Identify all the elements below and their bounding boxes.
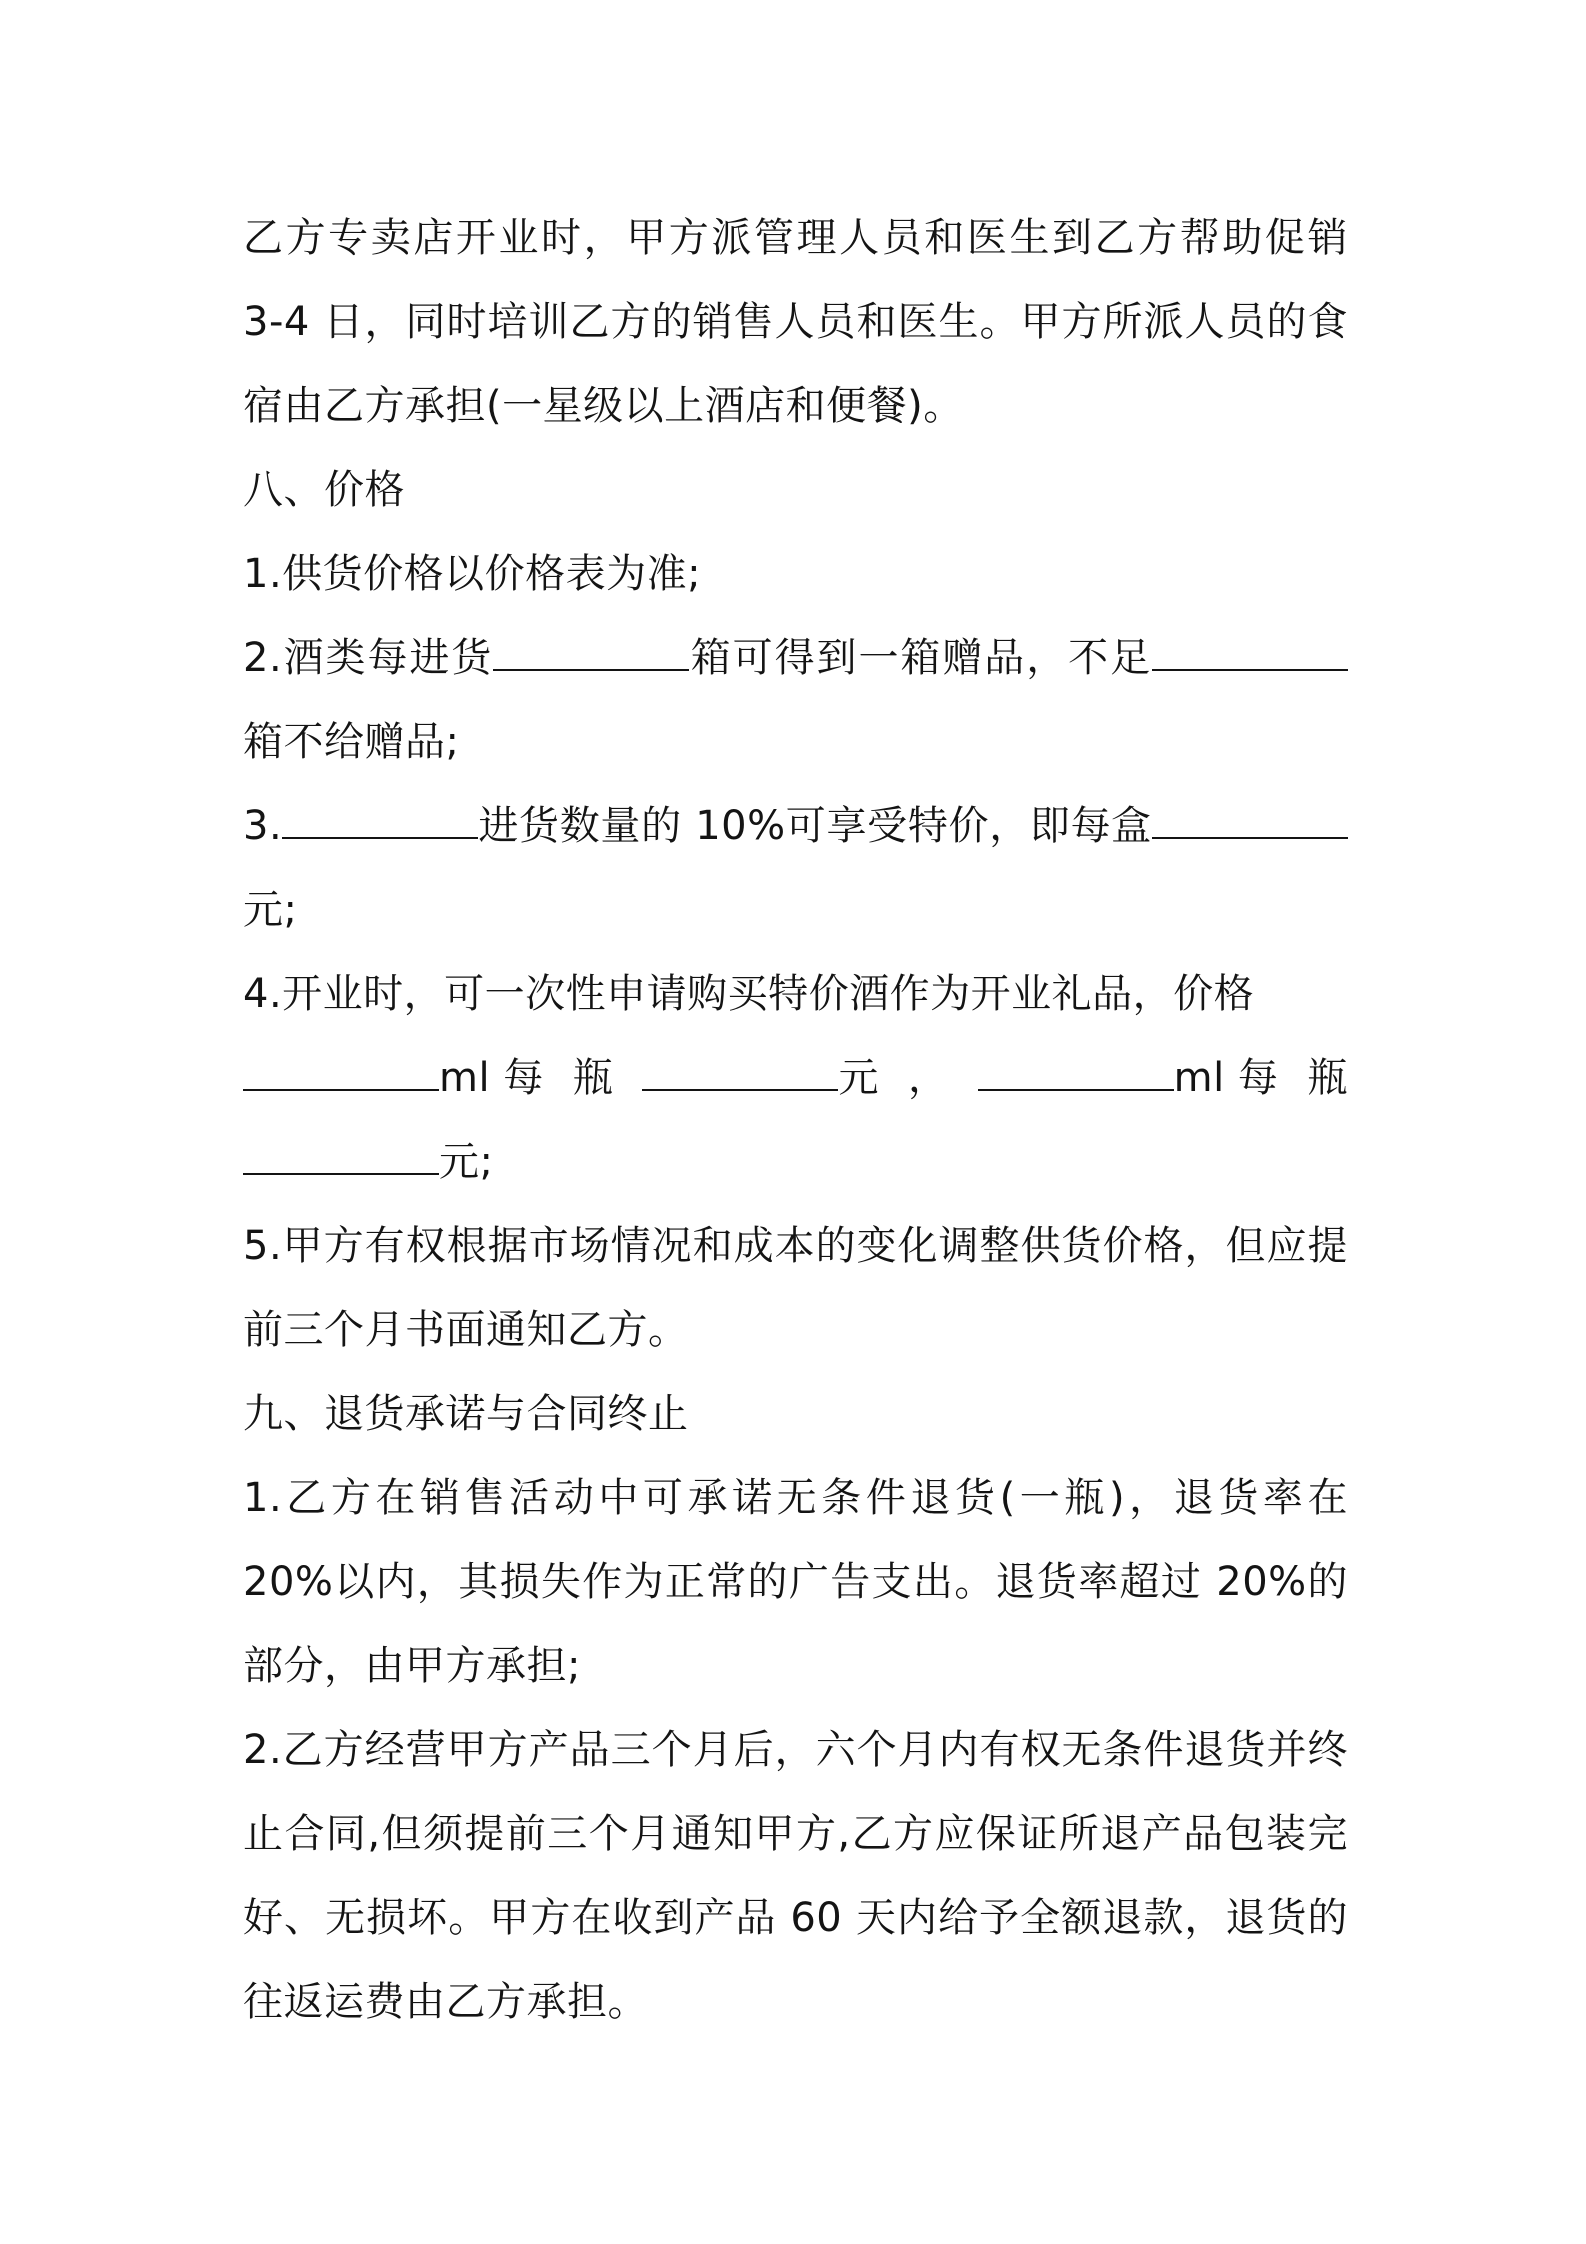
blank-field xyxy=(642,1057,838,1091)
clause-price-4-text-a: 4.开业时，可一次性申请购买特价酒作为开业礼品，价格 xyxy=(243,971,1255,1017)
blank-field xyxy=(1152,637,1348,671)
clause-price-3-text-a: 3. xyxy=(243,803,283,849)
clause-return-2: 2.乙方经营甲方产品三个月后，六个月内有权无条件退货并终止合同,但须提前三个月通知甲方,乙方应保证所退产品包装完好、无损坏。甲方在收到产品 60 天内给予全额退款，退货的往返运费由乙方承担。 xyxy=(243,1727,1348,2025)
clause-price-3-text-b: 进货数量的 10%可享受特价，即每盒 xyxy=(478,803,1152,849)
clause-price-2-text-c: 箱不给赠品; xyxy=(243,719,460,765)
clause-price-4-line-2 xyxy=(243,1036,1348,1120)
clause-price-2-text-a: 2.酒类每进货 xyxy=(243,635,494,681)
clause-price-4-yuan-2: 元; xyxy=(439,1139,494,1185)
clause-price-3-text-c: 元; xyxy=(243,887,298,933)
clause-price-4-comma: ， xyxy=(908,1055,949,1101)
blank-field xyxy=(978,1057,1174,1091)
blank-field xyxy=(243,1141,439,1175)
blank-field xyxy=(493,637,689,671)
paragraph-opening-promotion: 乙方专卖店开业时，甲方派管理人员和医生到乙方帮助促销 3-4 日，同时培训乙方的销售人员和医生。甲方所派人员的食宿由乙方承担(一星级以上酒店和便餐)。 xyxy=(243,215,1348,429)
section-heading-returns: 九、退货承诺与合同终止 xyxy=(243,1391,689,1437)
clause-price-3 xyxy=(243,784,1348,952)
clause-price-4 xyxy=(243,952,1348,1204)
fill-group-2 xyxy=(642,1036,879,1120)
blank-field xyxy=(1152,805,1348,839)
document-body xyxy=(243,196,1348,2044)
clause-price-4-ml-1: ml 每 xyxy=(439,1055,544,1101)
clause-price-2-text-b: 箱可得到一箱赠品，不足 xyxy=(689,635,1152,681)
clause-price-4-line-1 xyxy=(243,952,1348,1036)
blank-field xyxy=(243,1057,439,1091)
clause-return-1: 1.乙方在销售活动中可承诺无条件退货(一瓶)，退货率在 20%以内，其损失作为正常的广告支出。退货率超过 20%的部分，由甲方承担; xyxy=(243,1475,1348,1689)
blank-field xyxy=(282,805,478,839)
clause-price-4-bottle-1: 瓶 xyxy=(572,1055,614,1101)
clause-price-2 xyxy=(243,616,1348,784)
clause-price-5: 5.甲方有权根据市场情况和成本的变化调整供货价格，但应提前三个月书面通知乙方。 xyxy=(243,1223,1348,1353)
section-heading-price: 八、价格 xyxy=(243,467,405,513)
fill-group-1 xyxy=(243,1036,544,1120)
clause-price-4-bottle-2: 瓶 xyxy=(1307,1055,1348,1101)
clause-price-1: 1.供货价格以价格表为准; xyxy=(243,551,702,597)
clause-price-4-ml-2: ml 每 xyxy=(1173,1055,1279,1101)
clause-price-4-yuan-1: 元 xyxy=(838,1055,879,1101)
fill-group-3 xyxy=(978,1036,1279,1120)
clause-price-4-line-3 xyxy=(243,1120,1348,1204)
